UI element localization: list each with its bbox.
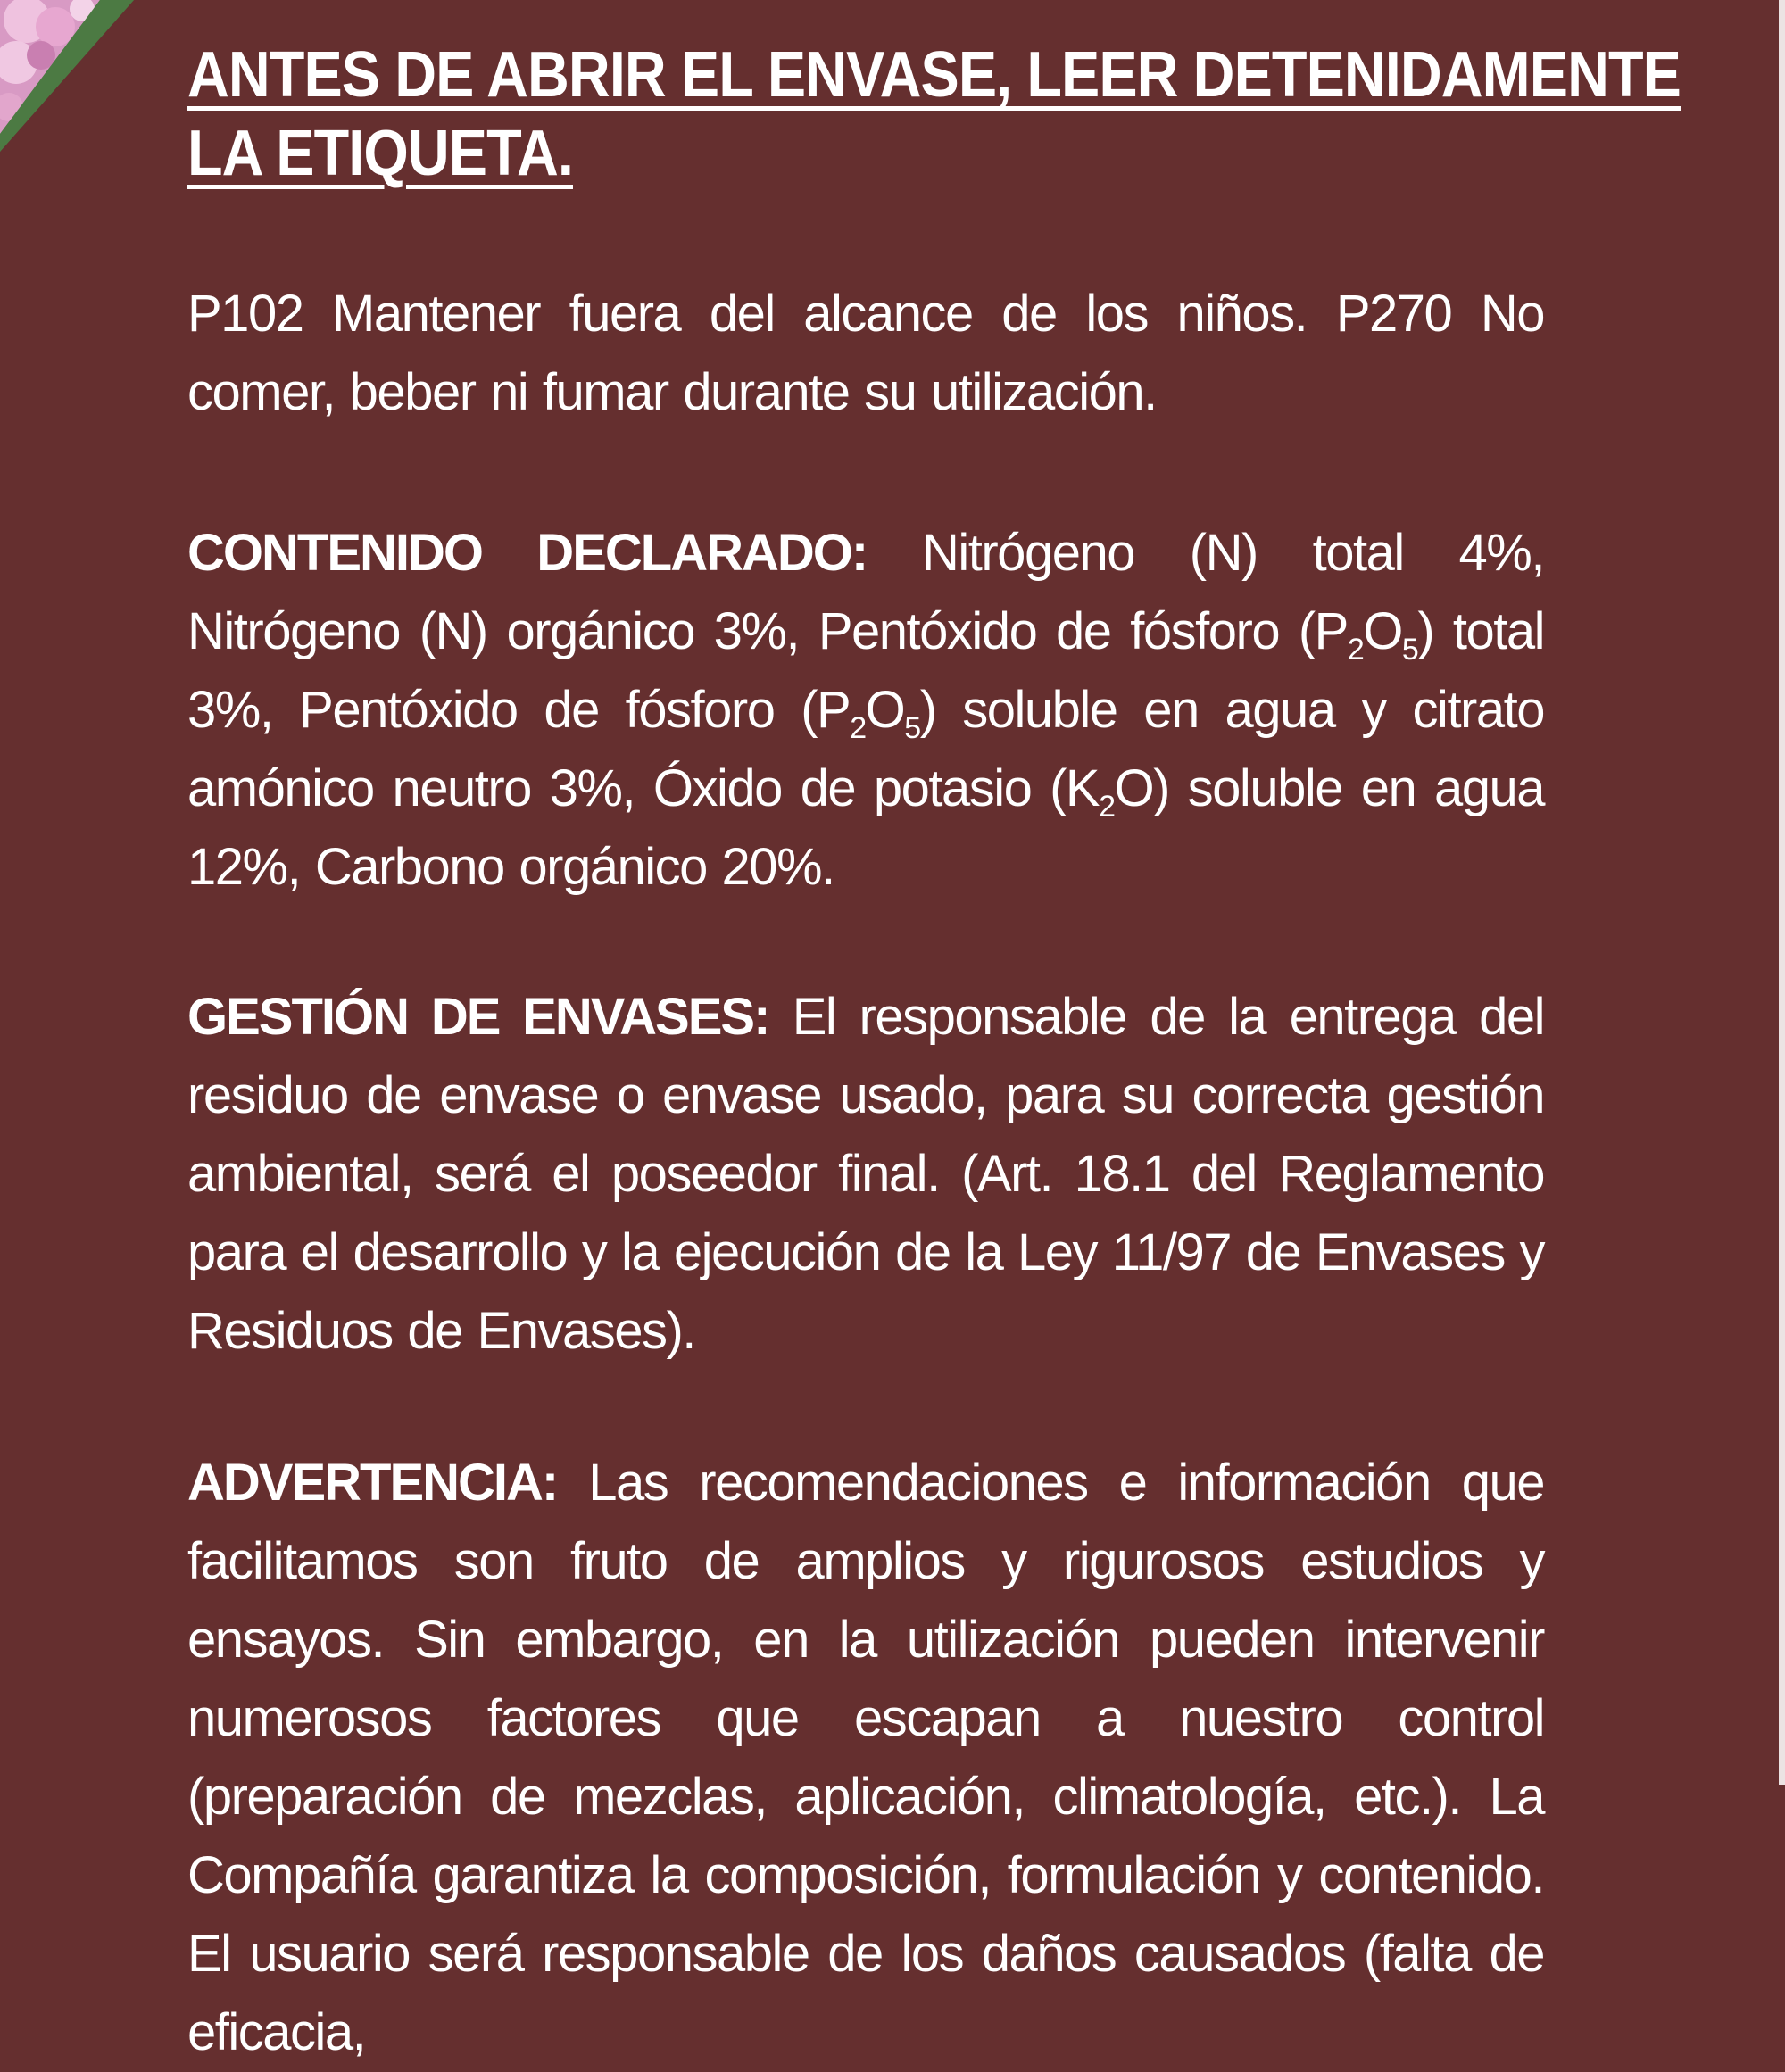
declared-content-text-3: ) total 3%, Pentóxido de fósforo (P bbox=[187, 602, 1544, 739]
declared-content-paragraph bbox=[187, 514, 1544, 907]
declared-content-text-4: O bbox=[865, 681, 905, 739]
packaging-text: El responsable de la entrega del residuo de envase o envase usado, para su correcta gestión ambiental, será el poseedor final. (Art. 18.1 del Reglamento para el desarrollo y la ejecución de la Ley 11/97 de Envases y Residuos de Envases). bbox=[187, 988, 1544, 1360]
subscript-p2-second: 2 bbox=[850, 711, 866, 745]
safety-statement bbox=[187, 275, 1544, 432]
heading-line-1: ANTES DE ABRIR EL ENVASE, LEER DETENIDAMENTE bbox=[187, 39, 1681, 111]
label-text-block bbox=[187, 36, 1681, 2072]
declared-content-text-5: ) soluble en agua y citrato amónico neutro 3%, Óxido de potasio (K bbox=[187, 681, 1544, 817]
declared-content-text-2: O bbox=[1363, 602, 1402, 660]
declared-content-text-1: Nitrógeno (N) total 4%, Nitrógeno (N) orgánico 3%, Pentóxido de fósforo (P bbox=[187, 524, 1544, 660]
warning-text: Las recomendaciones e información que facilitamos son fruto de amplios y rigurosos estudios y ensayos. Sin embargo, en la utilización pueden intervenir numerosos factores que escapan a nuestro control (preparación de mezclas, aplicación, climatología, etc.). La Compañía garantiza la composición, formulación y contenido. El usuario será responsable de los daños causados (falta de eficacia, bbox=[187, 1454, 1544, 2061]
subscript-o5-first: 5 bbox=[1401, 633, 1418, 667]
heading bbox=[187, 36, 1681, 193]
warning-label: ADVERTENCIA: bbox=[187, 1454, 558, 1512]
right-edge-strip bbox=[1779, 0, 1785, 1785]
subscript-k2: 2 bbox=[1099, 790, 1115, 824]
declared-content-label: CONTENIDO DECLARADO: bbox=[187, 524, 868, 582]
heading-line-2: LA ETIQUETA. bbox=[187, 118, 573, 189]
declared-content-text-6: O) soluble en agua 12%, Carbono orgánico 20%. bbox=[187, 759, 1544, 896]
safety-text: P102 Mantener fuera del alcance de los niños. P270 No comer, beber ni fumar durante su utilización. bbox=[187, 285, 1544, 421]
subscript-p2-first: 2 bbox=[1347, 633, 1364, 667]
packaging-label: GESTIÓN DE ENVASES: bbox=[187, 988, 769, 1046]
warning-paragraph bbox=[187, 1444, 1544, 2072]
subscript-o5-second: 5 bbox=[904, 711, 920, 745]
packaging-management-paragraph bbox=[187, 978, 1544, 1371]
flower-photo-corner bbox=[0, 0, 134, 152]
